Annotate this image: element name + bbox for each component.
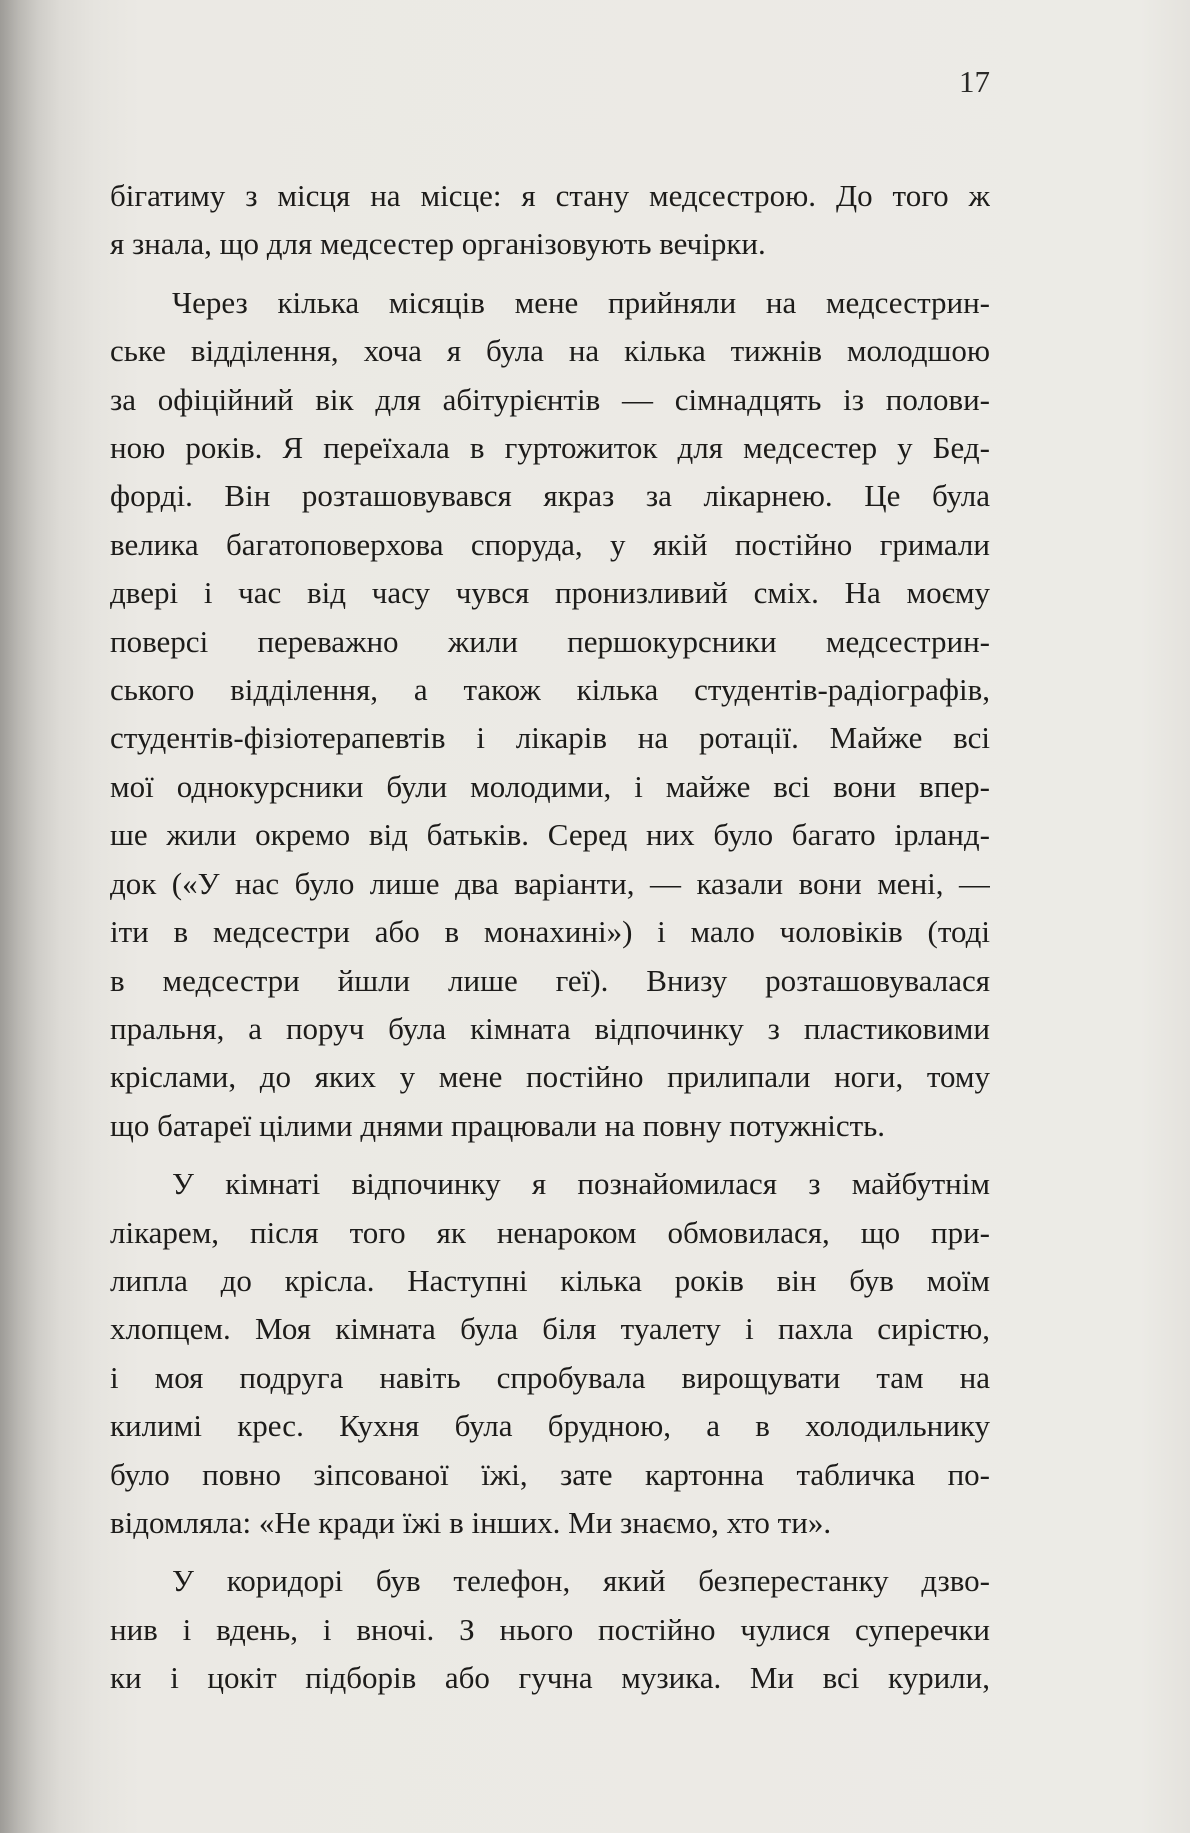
- text-line: ше жили окремо від батьків. Серед них було багато ірланд-: [110, 817, 990, 853]
- text-line: хлопцем. Моя кімната була біля туалету і пахла сирістю,: [110, 1311, 990, 1347]
- text-line: відомляла: «Не кради їжі в інших. Ми знаємо, хто ти».: [110, 1504, 832, 1540]
- page-number: 17: [959, 64, 990, 99]
- text-line: пральня, а поруч була кімната відпочинку з пластиковими: [110, 1010, 990, 1046]
- text-line: іти в медсестри або в монахині») і мало чоловіків (тоді: [110, 914, 990, 950]
- text-line: було повно зіпсованої їжі, зате картонна табличка по-: [110, 1456, 990, 1492]
- text-line: док («У нас було лише два варіанти, — казали вони мені, —: [110, 865, 990, 901]
- text-line: двері і час від часу чувся пронизливий сміх. На моєму: [110, 575, 990, 611]
- paragraph-3: [110, 1160, 990, 1547]
- text-line: ки і цокіт підборів або гучна музика. Ми всі курили,: [110, 1660, 990, 1696]
- paragraph-4: [110, 1557, 990, 1702]
- text-line: ське відділення, хоча я була на кілька тижнів молодшою: [110, 333, 990, 369]
- text-line: Через кілька місяців мене прийняли на медсестрин-: [172, 284, 990, 320]
- body-text: [110, 172, 990, 1703]
- paragraph-2: [110, 279, 990, 1150]
- text-line: У кімнаті відпочинку я познайомилася з майбутнім: [172, 1166, 990, 1202]
- text-line: в медсестри йшли лише геї). Внизу розташовувалася: [110, 962, 990, 998]
- text-line: липла до крісла. Наступні кілька років він був моїм: [110, 1262, 990, 1298]
- text-line: що батареї цілими днями працювали на повну потужність.: [110, 1107, 886, 1143]
- text-line: кріслами, до яких у мене постійно прилипали ноги, тому: [110, 1059, 990, 1095]
- text-line: студентів-фізіотерапевтів і лікарів на ротації. Майже всі: [110, 720, 990, 756]
- text-line: ною років. Я переїхала в гуртожиток для медсестер у Бед-: [110, 430, 990, 466]
- text-line: У коридорі був телефон, який безперестанку дзво-: [172, 1563, 990, 1599]
- text-line: я знала, що для медсестер організовують вечірки.: [110, 226, 766, 262]
- text-line: велика багатоповерхова споруда, у якій постійно гримали: [110, 526, 990, 562]
- text-line: нив і вдень, і вночі. З нього постійно чулися суперечки: [110, 1611, 990, 1647]
- text-line: ського відділення, а також кілька студентів-радіографів,: [110, 672, 990, 708]
- text-line: лікарем, після того як ненароком обмовилася, що при-: [110, 1214, 990, 1250]
- text-line: килимі крес. Кухня була брудною, а в холодильнику: [110, 1408, 990, 1444]
- text-line: поверсі переважно жили першокурсники медсестрин-: [110, 623, 990, 659]
- text-line: мої однокурсники були молодими, і майже всі вони впер-: [110, 768, 990, 804]
- text-line: і моя подруга навіть спробувала вирощувати там на: [110, 1359, 990, 1395]
- text-line: форді. Він розташовувався якраз за лікарнею. Це була: [110, 478, 990, 514]
- text-line: за офіційний вік для абітурієнтів — сімнадцять із полови-: [110, 381, 990, 417]
- text-line: бігатиму з місця на місце: я стану медсестрою. До того ж: [110, 178, 990, 213]
- paragraph-1: [110, 172, 990, 269]
